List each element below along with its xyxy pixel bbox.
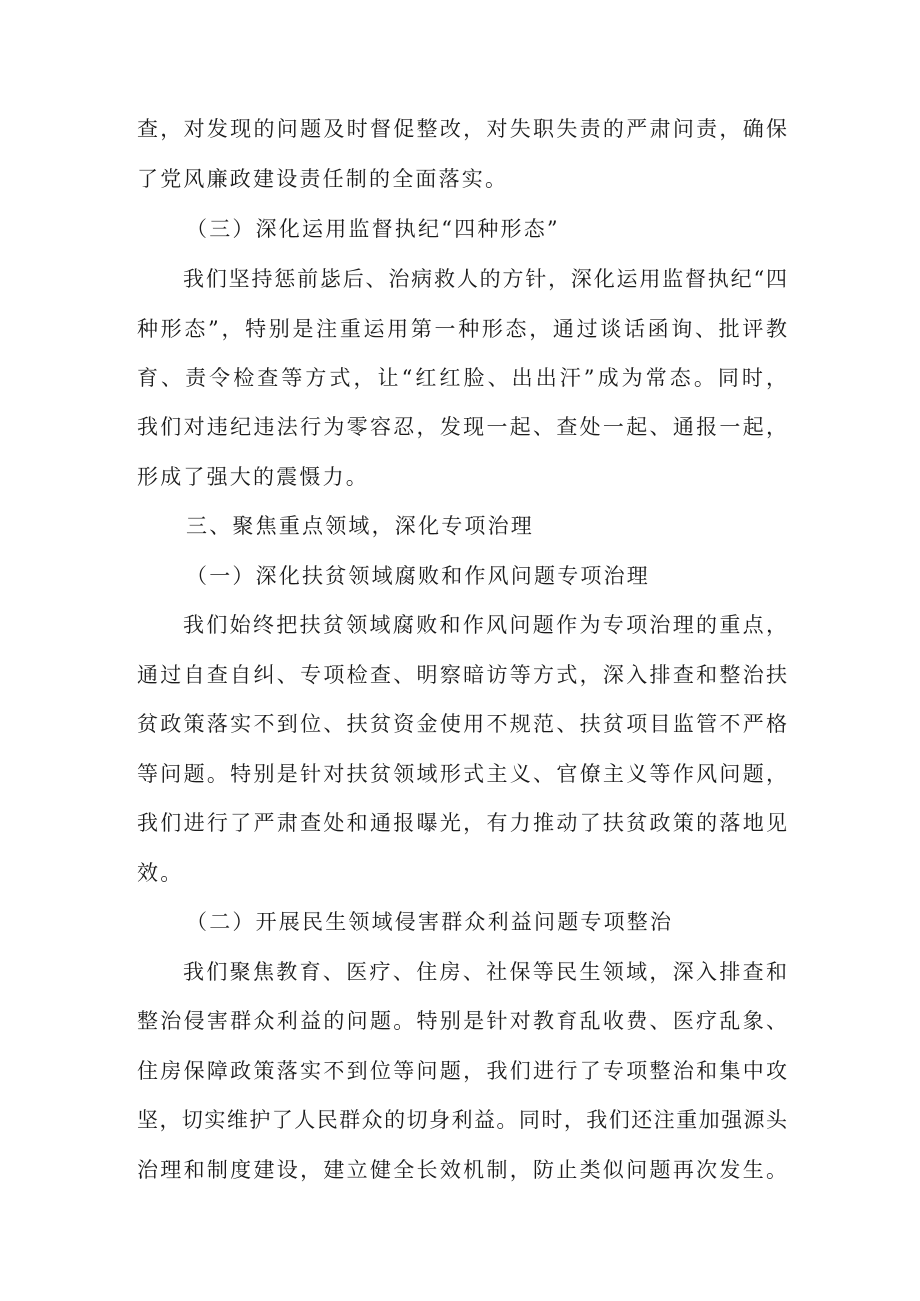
paragraph-line: 治理和制度建设，建立健全长效机制，防止类似问题再次发生。 <box>137 1158 787 1182</box>
paragraph-line: 贫政策落实不到位、扶贫资金使用不规范、扶贫项目监管不严格 <box>137 712 787 736</box>
section-heading: 三、聚焦重点领域，深化专项治理 <box>186 514 534 538</box>
paragraph-line: 等问题。特别是针对扶贫领域形式主义、官僚主义等作风问题， <box>137 762 787 786</box>
subsection-heading: （三）深化运用监督执纪“四种形态” <box>186 217 560 241</box>
paragraph-line: 整治侵害群众利益的问题。特别是针对教育乱收费、医疗乱象、 <box>137 1009 787 1033</box>
paragraph-line: 我们进行了严肃查处和通报曝光，有力推动了扶贫政策的落地见 <box>137 811 787 835</box>
paragraph-line: 形成了强大的震慑力。 <box>137 465 369 489</box>
paragraph-line: 我们聚焦教育、医疗、住房、社保等民生领域，深入排查和 <box>183 960 787 984</box>
paragraph-line: 住房保障政策落实不到位等问题，我们进行了专项整治和集中攻 <box>137 1059 787 1083</box>
paragraph-line: 我们对违纪违法行为零容忍，发现一起、查处一起、通报一起， <box>137 415 787 439</box>
paragraph-line: 育、责令检查等方式，让“红红脸、出出汗”成为常态。同时， <box>137 366 787 390</box>
paragraph-line: 效。 <box>137 861 184 885</box>
subsection-heading: （一）深化扶贫领域腐败和作风问题专项治理 <box>186 564 650 588</box>
subsection-heading: （二）开展民生领域侵害群众利益问题专项整治 <box>186 910 674 934</box>
paragraph-line: 坚，切实维护了人民群众的切身利益。同时，我们还注重加强源头 <box>137 1108 787 1132</box>
paragraph-line: 种形态”，特别是注重运用第一种形态，通过谈话函询、批评教 <box>137 317 787 341</box>
paragraph-line: 我们始终把扶贫领域腐败和作风问题作为专项治理的重点， <box>183 613 787 637</box>
paragraph-line: 通过自查自纠、专项检查、明察暗访等方式，深入排查和整治扶 <box>137 663 787 687</box>
paragraph-line: 了党风廉政建设责任制的全面落实。 <box>137 167 509 191</box>
paragraph-line: 查，对发现的问题及时督促整改，对失职失责的严肃问责，确保 <box>137 117 787 141</box>
paragraph-line: 我们坚持惩前毖后、治病救人的方针，深化运用监督执纪“四 <box>183 267 787 291</box>
